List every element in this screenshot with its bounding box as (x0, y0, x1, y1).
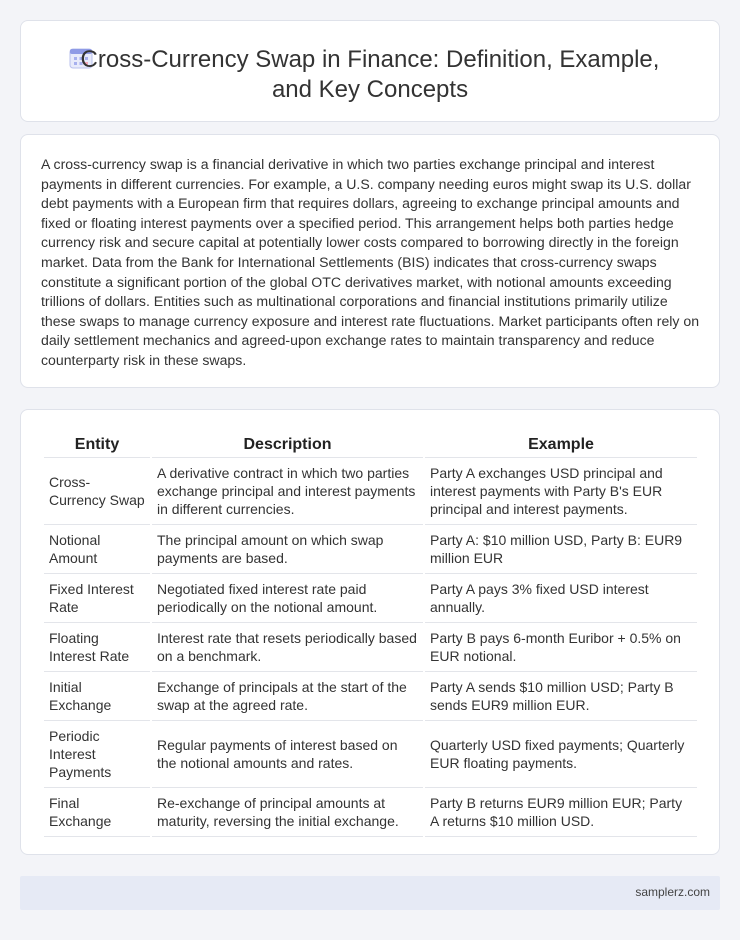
description-cell: Re-exchange of principal amounts at maturity, reversing the initial exchange. (152, 790, 423, 837)
entity-cell: Cross-Currency Swap (44, 460, 150, 525)
entity-cell: Initial Exchange (44, 674, 150, 721)
example-cell: Party B pays 6-month Euribor + 0.5% on EUR notional. (425, 625, 697, 672)
entity-cell: Final Exchange (44, 790, 150, 837)
entity-cell: Periodic Interest Payments (44, 723, 150, 788)
page-title-line2: and Key Concepts (271, 76, 469, 103)
table-row (44, 790, 697, 837)
table-row (44, 674, 697, 721)
concepts-table (42, 431, 699, 839)
column-header-description: Description (152, 433, 423, 458)
column-header-example: Example (425, 433, 697, 458)
table-card (20, 409, 720, 855)
description-cell: The principal amount on which swap payments are based. (152, 527, 423, 574)
example-cell: Quarterly USD fixed payments; Quarterly EUR floating payments. (425, 723, 697, 788)
table-header-row (44, 433, 697, 458)
description-cell: Exchange of principals at the start of the swap at the agreed rate. (152, 674, 423, 721)
intro-paragraph: A cross-currency swap is a financial derivative in which two parties exchange principal and interest payments in different currencies. For example, a U.S. company needing euros might swap its U.S. dollar debt payments with a European firm that requires dollars, agreeing to exchange principal amounts and fixed or floating interest payments over a specified period. This arrangement helps both parties hedge currency risk and secure capital at potentially lower costs compared to borrowing directly in the foreign market. Data from the Bank for International Settlements (BIS) indicates that cross-currency swaps constitute a significant portion of the global OTC derivatives market, with notional amounts exceeding trillions of dollars. Entities such as multinational corporations and financial institutions primarily utilize these swaps to manage currency exposure and interest rate fluctuations. Market participants often rely on daily settlement mechanics and agreed-upon exchange rates to maintain transparency and reduce counterparty risk in these swaps. (41, 156, 700, 368)
header-card (20, 20, 720, 122)
entity-cell: Floating Interest Rate (44, 625, 150, 672)
description-cell: Regular payments of interest based on the notional amounts and rates. (152, 723, 423, 788)
page-title (81, 45, 660, 105)
description-cell: Interest rate that resets periodically based on a benchmark. (152, 625, 423, 672)
table-row (44, 460, 697, 525)
example-cell: Party B returns EUR9 million EUR; Party A returns $10 million USD. (425, 790, 697, 837)
table-row (44, 527, 697, 574)
example-cell: Party A: $10 million USD, Party B: EUR9 million EUR (425, 527, 697, 574)
column-header-entity: Entity (44, 433, 150, 458)
example-cell: Party A pays 3% fixed USD interest annually. (425, 576, 697, 623)
description-cell: A derivative contract in which two parties exchange principal and interest payments in different currencies. (152, 460, 423, 525)
page-title-line1: Cross-Currency Swap in Finance: Definition, Example, (80, 46, 660, 73)
description-cell: Negotiated fixed interest rate paid periodically on the notional amount. (152, 576, 423, 623)
table-row (44, 723, 697, 788)
footer-bar (20, 876, 720, 910)
entity-cell: Notional Amount (44, 527, 150, 574)
table-row (44, 625, 697, 672)
footer-site-link[interactable]: samplerz.com (635, 885, 710, 899)
example-cell: Party A sends $10 million USD; Party B sends EUR9 million EUR. (425, 674, 697, 721)
table-row (44, 576, 697, 623)
intro-card (20, 134, 720, 388)
entity-cell: Fixed Interest Rate (44, 576, 150, 623)
example-cell: Party A exchanges USD principal and interest payments with Party B's EUR principal and interest payments. (425, 460, 697, 525)
